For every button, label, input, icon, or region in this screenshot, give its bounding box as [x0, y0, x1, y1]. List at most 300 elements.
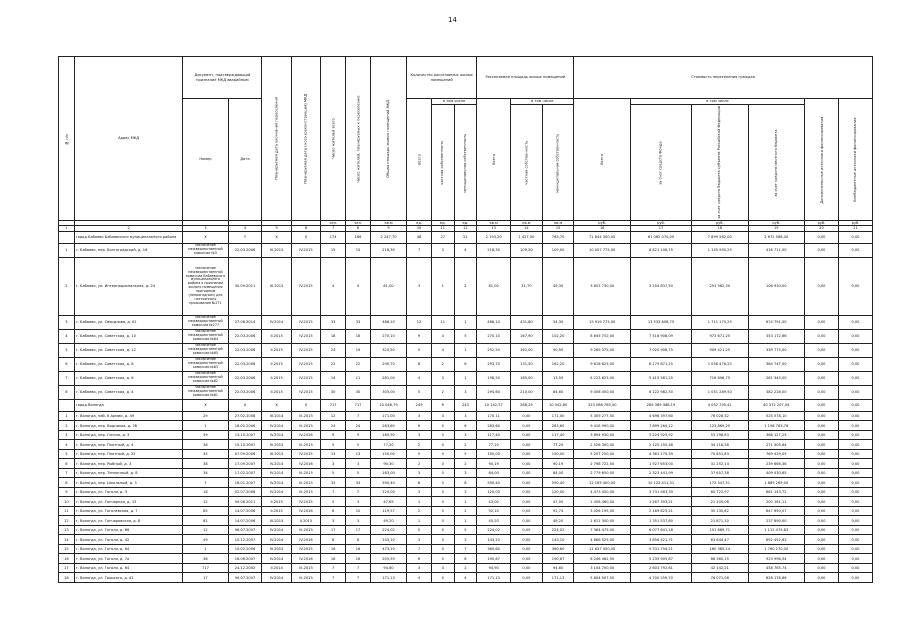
row-doc-date: 22.03.2006: [228, 385, 262, 399]
row-cost-region: 53 198,83: [691, 430, 748, 440]
row-cost-region: 70 651,83: [691, 449, 748, 459]
row-doc-date: 16.01.2007: [228, 478, 262, 488]
row-cost-extra2: 0,00: [838, 544, 872, 554]
row-rooms-private: 6: [431, 399, 454, 411]
row-cost-extra2: 0,00: [838, 411, 872, 421]
row-total-area: 120,00: [370, 487, 406, 497]
table-header: [59, 57, 873, 232]
row-area-municipal: 117,40: [542, 430, 574, 440]
row-area-private: 0,00: [511, 525, 543, 535]
row-num: 18: [59, 573, 75, 583]
row-planned-relocation: II.2015: [262, 385, 291, 399]
row-num: 8: [59, 385, 75, 399]
row-doc-date: 27.06.2014: [228, 315, 262, 329]
col-area-group: Расселяемая площадь жилых помещений: [477, 57, 574, 99]
row-address: г. Вологда, пер. Школьный, д. 3: [74, 478, 183, 488]
row-doc-date: Y: [228, 231, 262, 243]
row-cost-local: 237 890,00: [748, 516, 805, 526]
row-area-municipal: 162,20: [542, 357, 574, 371]
row-residents-planned: 13: [346, 449, 371, 459]
row-rooms-municipal: 8: [454, 478, 477, 488]
row-total-area: 590,40: [370, 478, 406, 488]
row-planned-demolition: IV.2015: [291, 315, 320, 329]
row-rooms-municipal: 5: [454, 449, 477, 459]
row-cost-region: 34 118,38: [691, 440, 748, 450]
row-rooms-total: 3: [407, 487, 432, 497]
row-cost-fund: 2 125 150,48: [630, 440, 691, 450]
row-cost-fund: 8 821 106,75: [630, 243, 691, 257]
row-doc-number: 34: [183, 468, 228, 478]
row-area-municipal: 143,10: [542, 535, 574, 545]
row-rooms-municipal: 3: [454, 430, 477, 440]
row-cost-total: 12 185 400,00: [574, 478, 631, 488]
row-cost-extra2: 0,00: [838, 385, 872, 399]
col-planned-relocation: Планируемая дата окончания переселения: [262, 57, 291, 221]
row-cost-extra: 0,00: [805, 399, 839, 411]
row-total-area: 171,00: [370, 411, 406, 421]
row-cost-extra: 0,00: [805, 497, 839, 507]
column-index: 18: [691, 225, 748, 231]
row-area-total: 2 193,20: [477, 231, 511, 243]
row-planned-relocation: IV.2014: [262, 430, 291, 440]
row-rooms-private: 0: [431, 411, 454, 421]
col-rooms-municipal: муниципальная собственность: [454, 105, 477, 221]
row-cost-region: 76 071,08: [691, 573, 748, 583]
row-cost-extra: 0,00: [805, 421, 839, 431]
unit-pcs: ед.: [407, 220, 432, 225]
row-residents: 7: [321, 573, 346, 583]
row-rooms-municipal: 6: [454, 554, 477, 564]
row-cost-region: 42 142,21: [691, 563, 748, 573]
row-cost-total: 8 845 752,00: [574, 329, 631, 343]
row-planned-relocation: III.2015: [262, 257, 291, 315]
row-residents-planned: 19: [346, 343, 371, 357]
row-cost-extra2: 0,00: [838, 421, 872, 431]
row-rooms-total: 2: [407, 506, 432, 516]
row-address: г. Бабаево, ул. Советская, д. 8: [74, 357, 183, 371]
row-residents-planned: 166: [346, 231, 371, 243]
table-row: [59, 478, 873, 488]
row-cost-local: 647 650,07: [748, 506, 805, 516]
row-total-area: 290,70: [370, 357, 406, 371]
row-total-area: 81,00: [370, 257, 406, 315]
row-cost-region: 63 644,47: [691, 535, 748, 545]
table-row: [59, 449, 873, 459]
row-residents: 24: [321, 421, 346, 431]
row-cost-local: 353 172,66: [748, 329, 805, 343]
row-rooms-total: 5: [407, 385, 432, 399]
table-row: [59, 554, 873, 564]
row-address: г. Вологда, пер. Плотный, д. 22: [74, 449, 183, 459]
row-cost-total: 9 269 375,00: [574, 343, 631, 357]
row-cost-local: 40 372 207,04: [748, 399, 805, 411]
row-address: г. Вологда, ул. Гончарная, д. 15: [74, 497, 183, 507]
col-address: Адрес МКД: [74, 57, 183, 221]
row-planned-relocation: II.2015: [262, 357, 291, 371]
column-index: 15: [542, 225, 574, 231]
row-cost-fund: 7 518 908,09: [630, 329, 691, 343]
row-residents: 7: [321, 487, 346, 497]
row-cost-total: 2 779 650,00: [574, 468, 631, 478]
row-cost-total: 3 894 930,00: [574, 430, 631, 440]
row-area-total: 486,10: [477, 315, 511, 329]
row-residents-planned: 11: [346, 371, 371, 385]
row-cost-extra: 0,00: [805, 315, 839, 329]
row-cost-total: 5 207 250,00: [574, 449, 631, 459]
row-cost-extra2: 0,00: [838, 525, 872, 535]
row-cost-extra: 0,00: [805, 525, 839, 535]
row-address: г. Бабаево, ул. Советская, д. 6: [74, 371, 183, 385]
row-area-total: 77,20: [477, 440, 511, 450]
row-cost-local: 828 176,86: [748, 573, 805, 583]
row-residents: 9: [321, 430, 346, 440]
row-residents-planned: 17: [346, 525, 371, 535]
row-cost-local: 661 143,72: [748, 487, 805, 497]
row-num: 3: [59, 430, 75, 440]
table-row: [59, 411, 873, 421]
row-total-area: 90,30: [370, 459, 406, 469]
row-doc-number: заключение межведомственной комиссии №63: [183, 357, 228, 371]
row-residents: 16: [321, 544, 346, 554]
row-cost-total: 323 086 785,00: [574, 399, 631, 411]
row-total-area: 47,65: [370, 497, 406, 507]
row-doc-number: заключение межведомственной комиссии №5: [183, 243, 228, 257]
row-address: г. Вологда, пер. Плотный, д. 4: [74, 440, 183, 450]
row-residents-planned: 18: [346, 329, 371, 343]
row-rooms-total: 8: [407, 357, 432, 371]
row-address: г. Вологда, пер. Гоголя, д. 3: [74, 430, 183, 440]
row-rooms-private: 0: [431, 430, 454, 440]
row-total-area: 171,13: [370, 573, 406, 583]
row-rooms-municipal: 2: [454, 563, 477, 573]
row-planned-demolition: IV.2016: [291, 506, 320, 516]
row-doc-date: 15.10.2007: [228, 440, 262, 450]
row-cost-local: 271 305,64: [748, 440, 805, 450]
row-residents: 717: [321, 399, 346, 411]
row-cost-total: 6 246 462,50: [574, 554, 631, 564]
row-planned-demolition: IV.2015: [291, 544, 320, 554]
row-rooms-private: 3: [431, 371, 454, 385]
row-num: 12: [59, 516, 75, 526]
page-number: 14: [448, 16, 457, 24]
row-doc-date: 16.06.2007: [228, 554, 262, 564]
row-total-area: 486,10: [370, 315, 406, 329]
row-num: [59, 399, 75, 411]
row-doc-date: 10.02.2006: [228, 544, 262, 554]
row-cost-extra2: 0,00: [838, 257, 872, 315]
row-cost-total: 3 026 195,00: [574, 506, 631, 516]
col-rooms-private: частная собственность: [431, 105, 454, 221]
col-rooms-group: Количество расселяемых жилых помещений: [407, 57, 477, 99]
row-cost-local: 1 760 270,00: [748, 544, 805, 554]
row-cost-region: 909 421,25: [691, 343, 748, 357]
row-doc-date: X: [228, 399, 262, 411]
row-doc-date: 14.07.2006: [228, 516, 262, 526]
table-row: [59, 430, 873, 440]
row-address: г. Вологда, ул. Гоголя, д. 7а: [74, 554, 183, 564]
row-cost-extra2: 0,00: [838, 497, 872, 507]
col-cost-incl: в том числе: [630, 99, 804, 105]
row-cost-total: 5 309 277,50: [574, 411, 631, 421]
row-cost-fund: 9 531 794,21: [630, 544, 691, 554]
row-planned-relocation: II.2014: [262, 563, 291, 573]
row-cost-extra: 0,00: [805, 357, 839, 371]
row-rooms-private: 0: [431, 487, 454, 497]
column-index: 11: [431, 225, 454, 231]
row-residents-planned: 3: [346, 497, 371, 507]
row-rooms-total: 7: [407, 544, 432, 554]
row-area-private: 0,00: [511, 563, 543, 573]
row-cost-region: 21 871,10: [691, 516, 748, 526]
column-index: 14: [511, 225, 543, 231]
row-rooms-municipal: 1: [454, 516, 477, 526]
table-body: [59, 231, 873, 582]
row-residents: 13: [321, 449, 346, 459]
row-residents-planned: 16: [346, 554, 371, 564]
row-cost-extra: 0,00: [805, 554, 839, 564]
unit-sqm: кв.м: [477, 220, 511, 225]
row-residents-planned: 30: [346, 385, 371, 399]
row-rooms-total: 3: [407, 468, 432, 478]
row-planned-demolition: III.2015: [291, 478, 320, 488]
row-planned-demolition: IV.2015: [291, 343, 320, 357]
row-planned-relocation: IV.2014: [262, 554, 291, 564]
row-cost-extra2: 0,00: [838, 399, 872, 411]
col-area-incl: в том числе: [511, 99, 574, 105]
row-rooms-private: 0: [431, 468, 454, 478]
row-residents: 30: [321, 385, 346, 399]
row-rooms-municipal: 5: [454, 329, 477, 343]
row-planned-relocation: II.2015: [262, 371, 291, 385]
row-cost-local: 1 112 479,83: [748, 525, 805, 535]
row-address: г. Вологда, пер. Рыбный, д. 3: [74, 459, 183, 469]
row-residents: 3: [321, 516, 346, 526]
unit-rub: руб.: [805, 220, 839, 225]
row-cost-region: 172 347,51: [691, 478, 748, 488]
row-cost-total: 3 653 730,00: [574, 257, 631, 315]
row-doc-date: 22.03.2006: [228, 371, 262, 385]
row-rooms-total: 4: [407, 371, 432, 385]
unit-rub: руб.: [748, 220, 805, 225]
row-cost-region: 1 058 476,25: [691, 357, 748, 371]
row-cost-extra: 0,00: [805, 516, 839, 526]
row-address: г. Бабаево, ул. Интернациональная, д. 24: [74, 257, 183, 315]
col-doc-group: Документ, подтверждающий признание МКД аварийным: [183, 57, 262, 99]
row-total-area: 119,57: [370, 506, 406, 516]
unit-rub: руб.: [691, 220, 748, 225]
row-area-private: 0,00: [511, 573, 543, 583]
row-cost-fund: 1 351 537,80: [630, 516, 691, 526]
row-planned-demolition: III.2015: [291, 468, 320, 478]
row-cost-local: 339 775,00: [748, 343, 805, 357]
row-cost-fund: 4 361 170,39: [630, 449, 691, 459]
row-total-area: 180,90: [370, 430, 406, 440]
row-doc-number: заключение межведомственной комиссии №64: [183, 329, 228, 343]
row-doc-number: 717: [183, 563, 228, 573]
row-cost-extra: 0,00: [805, 329, 839, 343]
row-area-municipal: 47,00: [542, 497, 574, 507]
column-index: 2: [74, 225, 183, 231]
row-planned-relocation: IV.2014: [262, 525, 291, 535]
row-planned-demolition: IV.2015: [291, 257, 320, 315]
row-cost-region: 60 722,97: [691, 487, 748, 497]
row-doc-number: 39: [183, 430, 228, 440]
row-rooms-total: 3: [407, 535, 432, 545]
row-rooms-municipal: 4: [454, 243, 477, 257]
row-cost-region: 291 962,50: [691, 257, 748, 315]
row-rooms-private: 4: [431, 329, 454, 343]
row-cost-fund: 10 122 411,31: [630, 478, 691, 488]
row-cost-extra: 0,00: [805, 343, 839, 357]
row-cost-extra: 0,00: [805, 231, 839, 243]
row-cost-total: 1 611 300,00: [574, 516, 631, 526]
col-area-private: частная собственность: [511, 105, 543, 221]
row-doc-number: 29: [183, 411, 228, 421]
row-cost-region: 1 711 175,25: [691, 315, 748, 329]
row-address: г. Бабаево, ул. Свердлова, д. 61: [74, 315, 183, 329]
col-cost-group: Стоимость переселения граждан: [574, 57, 873, 99]
unit-people: чел.: [321, 220, 346, 225]
row-planned-demolition: IV.2016: [291, 459, 320, 469]
row-area-municipal: 13,50: [542, 371, 574, 385]
row-cost-region: 1 051 289,50: [691, 385, 748, 399]
row-rooms-total: 3: [407, 257, 432, 315]
row-cost-region: 123 869,20: [691, 421, 748, 431]
row-doc-date: 07.09.2006: [228, 449, 262, 459]
row-area-municipal: 102,20: [542, 329, 574, 343]
row-cost-total: 6 223 625,00: [574, 371, 631, 385]
row-residents: 14: [321, 371, 346, 385]
row-num: 8: [59, 478, 75, 488]
row-rooms-private: 0: [431, 554, 454, 564]
row-residents: 5: [321, 440, 346, 450]
row-cost-local: 674 791,00: [748, 315, 805, 329]
row-doc-date: 09.07.2007: [228, 573, 262, 583]
col-cost-region: за счет средств бюджета субъекта Российской Федерации: [691, 105, 748, 221]
row-cost-extra2: 0,00: [838, 573, 872, 583]
column-index: 12: [454, 225, 477, 231]
table-row: [59, 343, 873, 357]
row-area-municipal: 90,19: [542, 459, 574, 469]
row-area-private: 167,90: [511, 329, 543, 343]
row-address: г. Вологда, наб. 6 Армии, д. 49: [74, 411, 183, 421]
row-rooms-municipal: 6: [454, 421, 477, 431]
row-area-municipal: 84,60: [542, 385, 574, 399]
row-cost-local: 1 889 269,00: [748, 478, 805, 488]
table-row: [59, 257, 873, 315]
row-doc-date: 17.09.2007: [228, 459, 262, 469]
row-residents-planned: 9: [346, 430, 371, 440]
row-cost-extra: 0,00: [805, 544, 839, 554]
row-residents: 22: [321, 357, 346, 371]
row-area-total: 190,67: [477, 554, 511, 564]
row-rooms-private: 0: [431, 563, 454, 573]
row-doc-number: 17: [183, 573, 228, 583]
table-row: [59, 516, 873, 526]
row-cost-local: 923 996,54: [748, 554, 805, 564]
row-cost-extra: 0,00: [805, 411, 839, 421]
row-rooms-municipal: 3: [454, 385, 477, 399]
row-area-private: 1 427,50: [511, 231, 543, 243]
row-cost-extra2: 0,00: [838, 563, 872, 573]
row-area-total: 117,40: [477, 430, 511, 440]
row-residents: 7: [321, 563, 346, 573]
row-cost-region: 7 899 562,00: [691, 231, 748, 243]
row-cost-fund: 61 062 070,00: [630, 231, 691, 243]
row-doc-number: 12: [183, 497, 228, 507]
row-doc-number: X: [183, 399, 228, 411]
row-cost-extra2: 0,00: [838, 449, 872, 459]
column-index: 8: [346, 225, 371, 231]
table-row: [59, 497, 873, 507]
col-rooms-total: Всего: [407, 99, 432, 221]
row-rooms-total: 2: [407, 440, 432, 450]
row-cost-fund: 13 533 808,75: [630, 315, 691, 329]
row-residents-planned: 4: [346, 257, 371, 315]
subtotal-row: [59, 231, 873, 243]
row-rooms-private: 1: [431, 257, 454, 315]
column-index: 9: [370, 225, 406, 231]
row-total-area: 77,20: [370, 440, 406, 450]
table-row: [59, 468, 873, 478]
column-index: 1: [59, 225, 75, 231]
row-total-area: 325,50: [370, 343, 406, 357]
row-num: 3: [59, 315, 75, 329]
row-area-private: 288,29: [511, 399, 543, 411]
row-planned-demolition: X: [291, 399, 320, 411]
row-cost-total: 2 526 300,00: [574, 440, 631, 450]
row-cost-total: 9 456 450,00: [574, 385, 631, 399]
row-residents: 17: [321, 525, 346, 535]
table-row: [59, 371, 873, 385]
row-num: 4: [59, 329, 75, 343]
table-row: [59, 525, 873, 535]
row-rooms-total: 12: [407, 315, 432, 329]
row-cost-fund: 7 899 264,12: [630, 421, 691, 431]
row-residents-planned: 24: [346, 421, 371, 431]
row-area-municipal: 150,00: [542, 449, 574, 459]
row-doc-date: 02.07.2006: [228, 487, 262, 497]
row-num: 17: [59, 563, 75, 573]
row-residents: 5: [321, 468, 346, 478]
row-doc-number: заключение межведомственной комиссии №277: [183, 315, 228, 329]
row-num: [59, 231, 75, 243]
row-area-total: 252,50: [477, 343, 511, 357]
row-planned-relocation: IV.2014: [262, 478, 291, 488]
row-num: 2: [59, 257, 75, 315]
row-cost-fund: 5 415 581,25: [630, 371, 691, 385]
row-area-total: 94,90: [477, 563, 511, 573]
row-cost-fund: 2 169 623,21: [630, 506, 691, 516]
row-rooms-private: 0: [431, 449, 454, 459]
row-cost-region: 21 100,06: [691, 497, 748, 507]
row-planned-relocation: III.2015: [262, 243, 291, 257]
row-doc-number: 81: [183, 516, 228, 526]
row-residents-planned: 22: [346, 357, 371, 371]
row-rooms-total: 8: [407, 478, 432, 488]
row-cost-fund: 2 603 792,61: [630, 563, 691, 573]
row-area-municipal: 224,02: [542, 525, 574, 535]
row-cost-local: 525 578,10: [748, 411, 805, 421]
row-num: 2: [59, 421, 75, 431]
row-cost-total: 9 618 625,00: [574, 357, 631, 371]
row-doc-number: заключение межведомственной комиссии Бабаевского муниципального района о признании жилого помещения пригодным (непригодным) для постоянного проживания №271: [183, 257, 228, 315]
column-index: 19: [748, 225, 805, 231]
row-cost-extra: 0,00: [805, 449, 839, 459]
column-index: 3: [183, 225, 228, 231]
row-rooms-private: 0: [431, 478, 454, 488]
row-area-total: 590,40: [477, 478, 511, 488]
